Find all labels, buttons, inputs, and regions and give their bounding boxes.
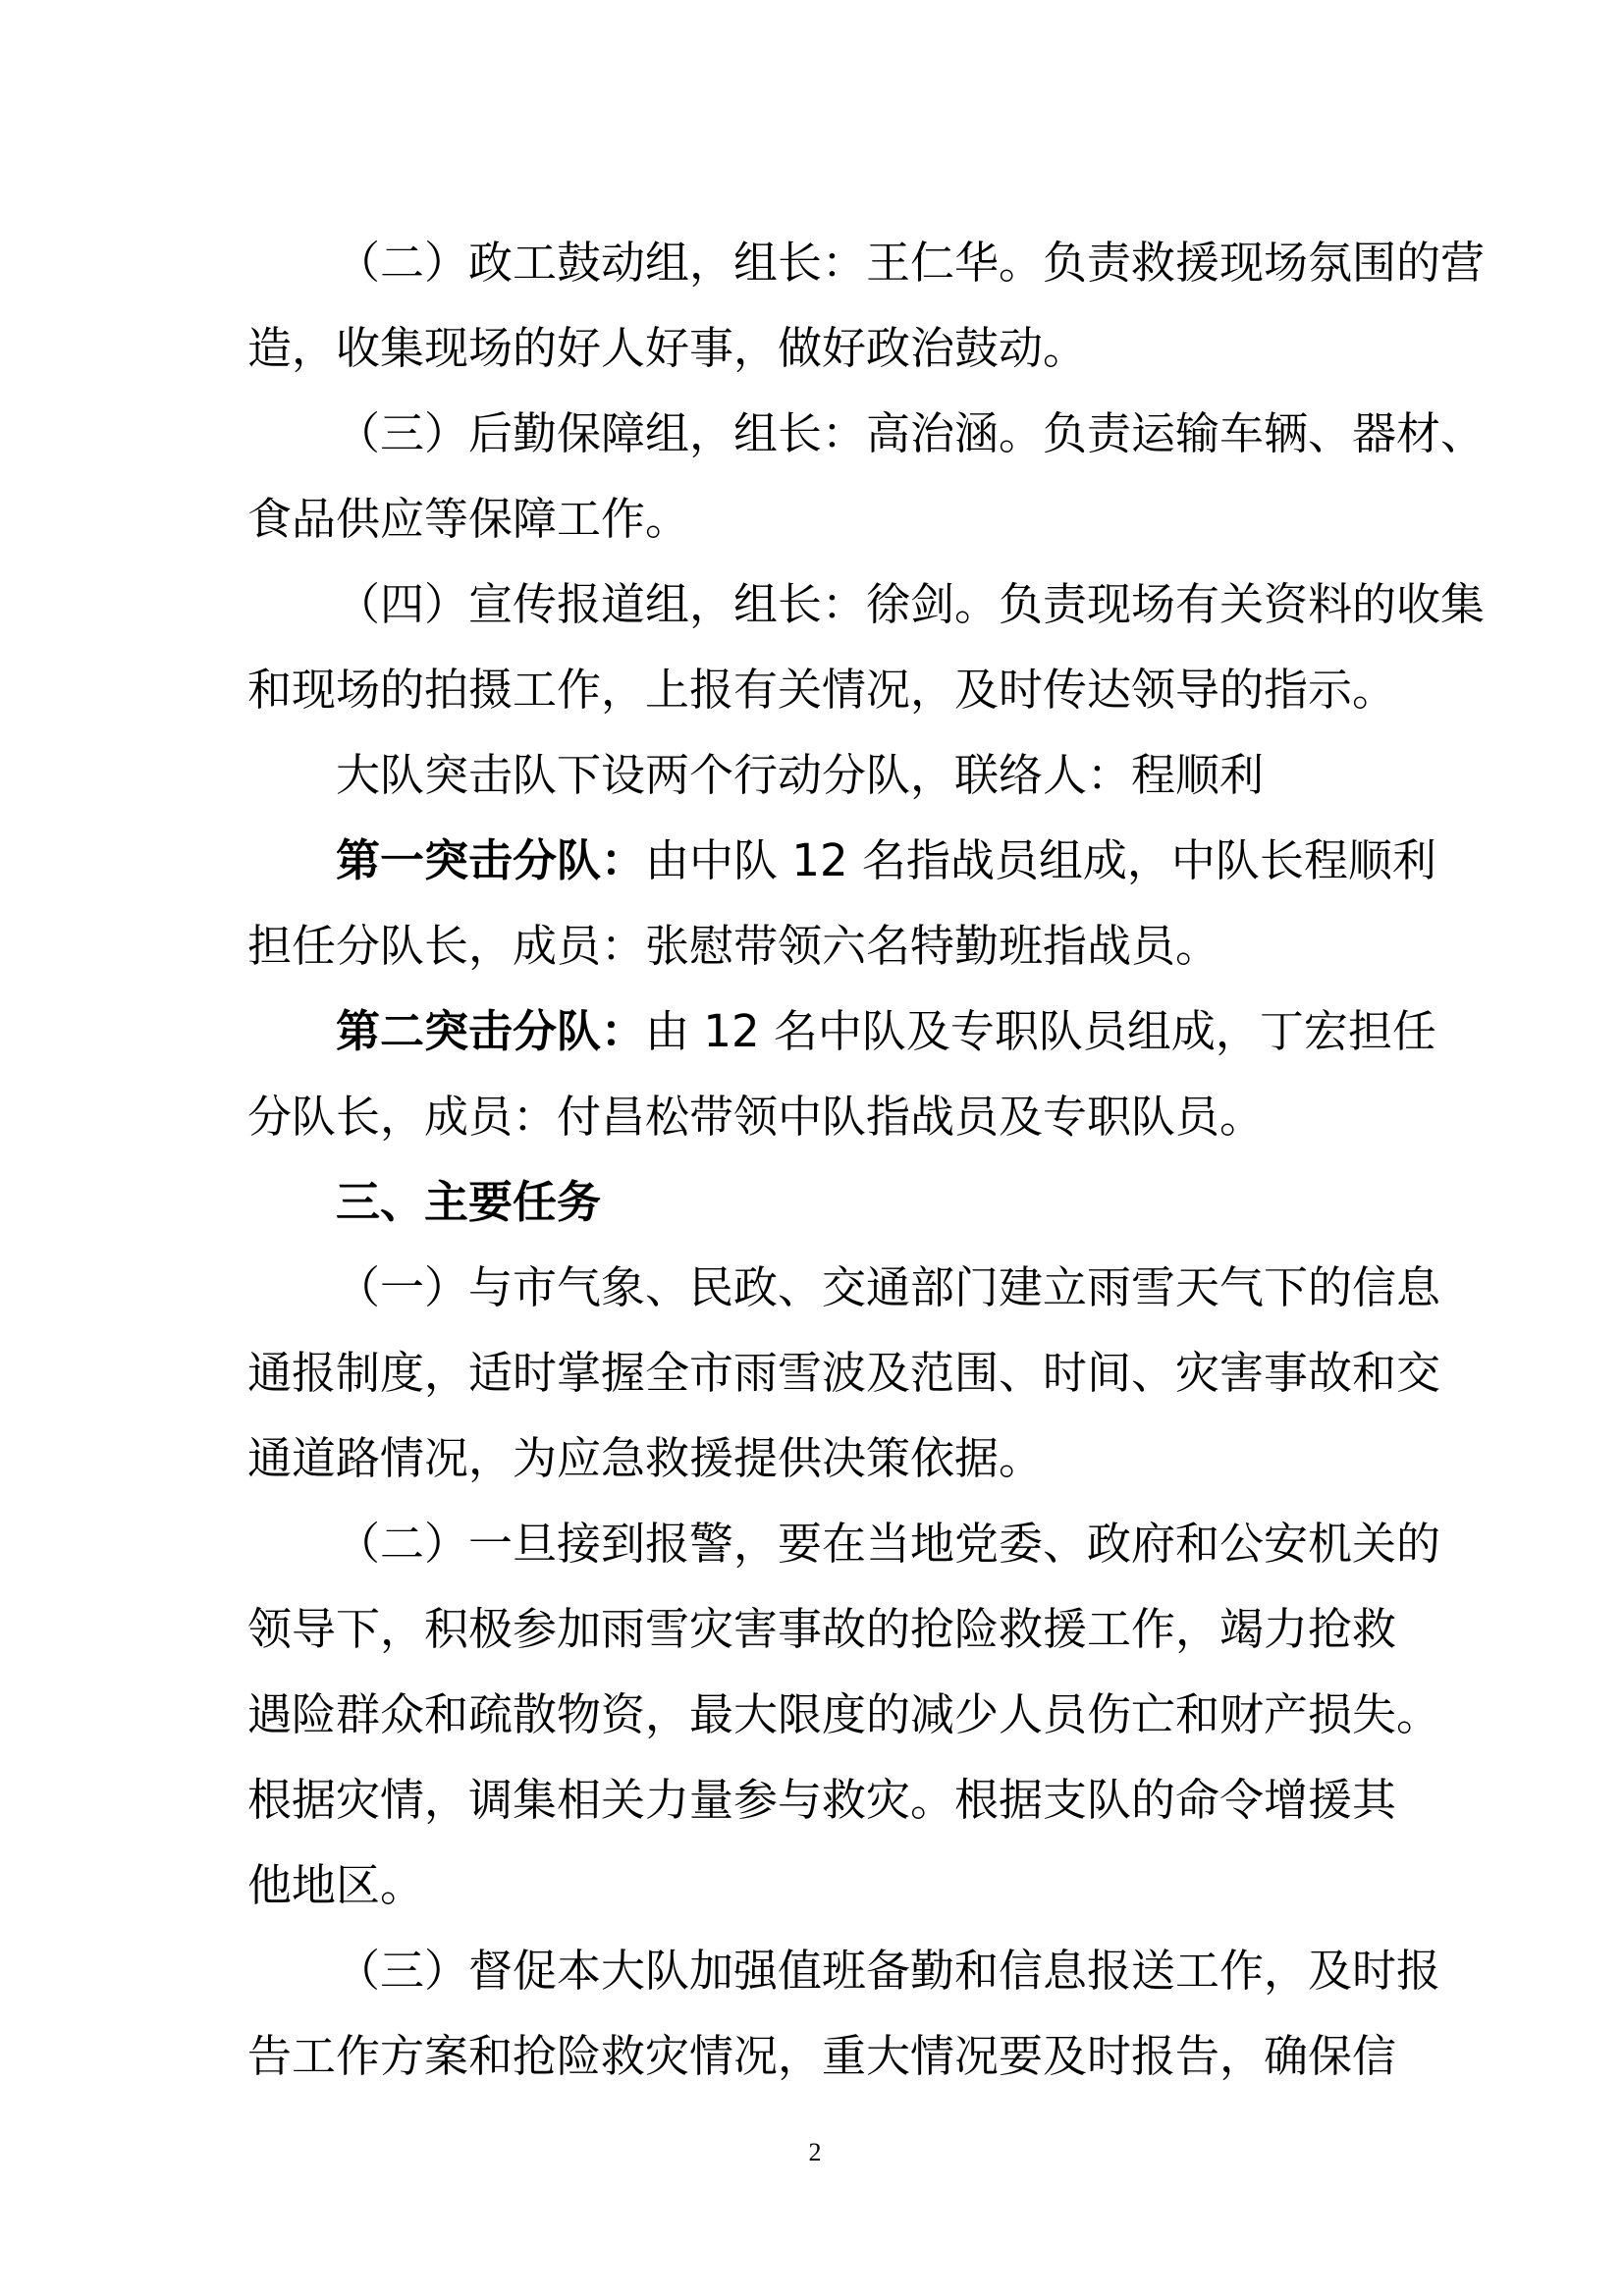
section-heading: 三、主要任务 [336,1176,602,1228]
text-line: 造，收集现场的好人好事，做好政治鼓动。 [247,322,1088,374]
line-text: 由中队 12 名指战员组成，中队长程顺利 [645,834,1436,886]
text-line: （三）后勤保障组，组长：高治涵。负责运输车辆、器材、 [336,407,1486,459]
text-line: 通报制度，适时掌握全市雨雪波及范围、时间、灾害事故和交 [247,1347,1441,1399]
text-line: （三）督促本大队加强值班备勤和信息报送工作，及时报 [336,1945,1441,1997]
bold-label: 第二突击分队： [336,1005,646,1057]
text-line: （四）宣传报道组，组长：徐剑。负责现场有关资料的收集 [336,578,1486,630]
text-line: 告工作方案和抢险救灾情况，重大情况要及时报告，确保信 [247,2030,1397,2082]
text-line: 食品供应等保障工作。 [247,493,690,545]
text-line: 和现场的拍摄工作，上报有关情况，及时传达领导的指示。 [247,664,1397,716]
text-line: （二）一旦接到报警，要在当地党委、政府和公安机关的 [336,1518,1441,1570]
text-line: 根据灾情，调集相关力量参与救灾。根据支队的命令增援其 [247,1774,1397,1826]
text-line: 担任分队长，成员：张慰带领六名特勤班指战员。 [247,920,1220,972]
text-line: 领导下，积极参加雨雪灾害事故的抢险救援工作，竭力抢救 [247,1603,1397,1655]
text-line: （二）政工鼓动组，组长：王仁华。负责救援现场氛围的营 [336,237,1486,289]
line-text: 由 12 名中队及专职队员组成，丁宏担任 [645,1005,1436,1057]
text-line: 遇险群众和疏散物资，最大限度的减少人员伤亡和财产损失。 [247,1688,1441,1740]
page-number: 2 [808,2138,822,2166]
text-line [336,831,1436,890]
text-line: 大队突击队下设两个行动分队，联络人：程顺利 [336,749,1265,801]
bold-label: 第一突击分队： [336,834,646,886]
text-line: 通道路情况，为应急救援提供决策依据。 [247,1432,1044,1484]
text-line: 分队长，成员：付昌松带领中队指战员及专职队员。 [247,1091,1265,1143]
text-line: 他地区。 [247,1859,425,1911]
text-line [336,1002,1436,1061]
text-line: （一）与市气象、民政、交通部门建立雨雪天气下的信息 [336,1261,1441,1313]
